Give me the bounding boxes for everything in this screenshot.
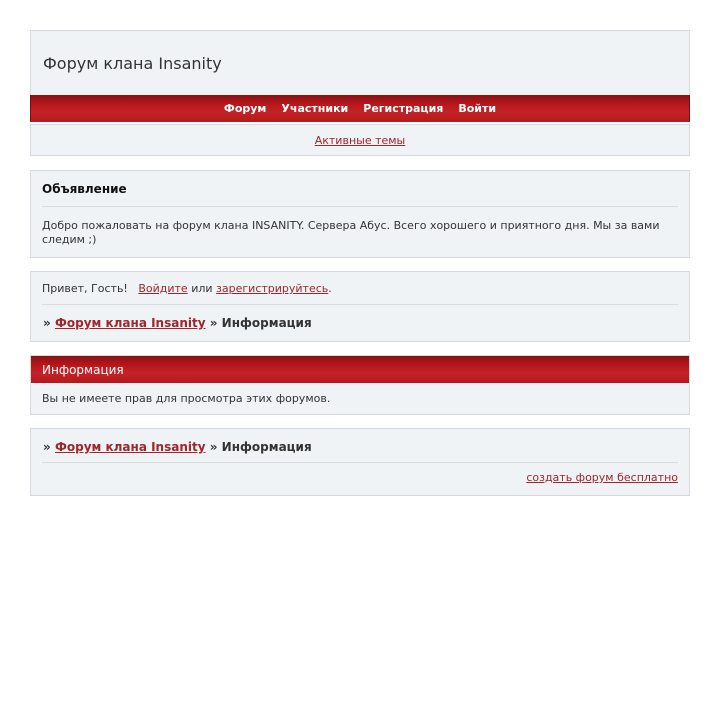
welcome-panel bbox=[30, 271, 690, 342]
active-topics-link[interactable]: Активные темы bbox=[314, 133, 406, 147]
footer-breadcrumb bbox=[42, 429, 678, 463]
footer-breadcrumb-forum-link[interactable]: Форум клана Insanity bbox=[54, 440, 206, 454]
nav-item-forum[interactable]: Форум bbox=[223, 102, 267, 115]
welcome-line bbox=[42, 272, 678, 305]
info-block bbox=[30, 355, 690, 415]
breadcrumb-current: » Информация bbox=[209, 316, 312, 330]
footer-breadcrumb-separator: » bbox=[43, 440, 51, 454]
footer-breadcrumb-current: » Информация bbox=[209, 440, 312, 454]
page-wrapper bbox=[30, 30, 690, 496]
footer-link-row bbox=[42, 463, 678, 484]
site-title: Форум клана Insanity bbox=[43, 53, 222, 73]
announcement-panel bbox=[30, 170, 690, 258]
info-message: Вы не имеете прав для просмотра этих форумов. bbox=[31, 383, 689, 414]
period-text: . bbox=[328, 282, 332, 295]
greeting-text: Привет, Гость! bbox=[42, 282, 128, 295]
sub-navbar bbox=[30, 124, 690, 156]
breadcrumb bbox=[42, 305, 678, 330]
login-link[interactable]: Войдите bbox=[138, 282, 188, 295]
site-header bbox=[30, 30, 690, 95]
nav-item-login[interactable]: Войти bbox=[458, 102, 497, 115]
register-link[interactable]: зарегистрируйтесь bbox=[216, 282, 329, 295]
breadcrumb-separator: » bbox=[43, 316, 51, 330]
create-forum-link[interactable]: создать форум бесплатно bbox=[526, 471, 678, 484]
or-text: или bbox=[191, 282, 213, 295]
announcement-title: Объявление bbox=[42, 171, 678, 207]
announcement-text: Добро пожаловать на форум клана INSANITY. Сервера Абус. Всего хорошего и приятного дня. Мы за вами следим ;) bbox=[42, 219, 660, 246]
main-navbar bbox=[30, 95, 690, 122]
breadcrumb-forum-link[interactable]: Форум клана Insanity bbox=[54, 316, 206, 330]
nav-item-register[interactable]: Регистрация bbox=[363, 102, 444, 115]
nav-item-members[interactable]: Участники bbox=[281, 102, 349, 115]
info-title: Информация bbox=[31, 356, 689, 383]
footer-panel bbox=[30, 428, 690, 496]
